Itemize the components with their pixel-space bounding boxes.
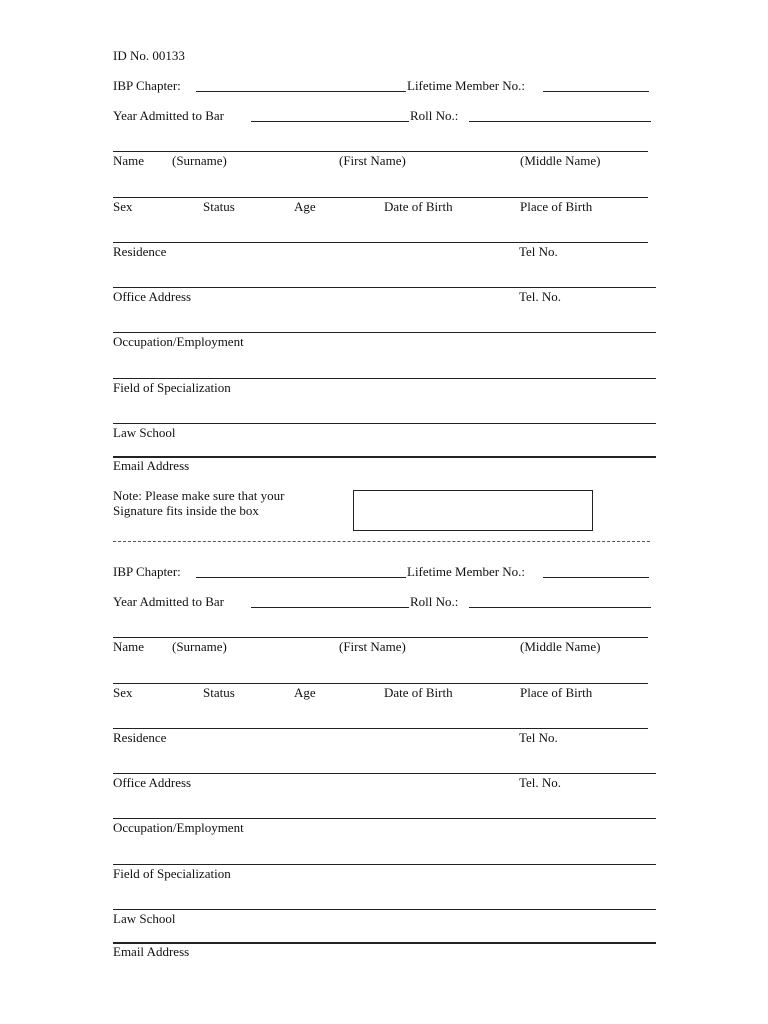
middle-name-label: (Middle Name) bbox=[520, 153, 601, 168]
law-school-field-line[interactable] bbox=[113, 909, 656, 910]
first-name-label: (First Name) bbox=[339, 639, 406, 654]
first-name-label: (First Name) bbox=[339, 153, 406, 168]
signature-box[interactable] bbox=[353, 490, 593, 531]
ibp-chapter-field[interactable] bbox=[196, 91, 406, 92]
age-label: Age bbox=[294, 685, 316, 700]
law-school-field-line[interactable] bbox=[113, 423, 656, 424]
email-field-line[interactable] bbox=[113, 942, 656, 944]
occupation-field-line[interactable] bbox=[113, 818, 656, 819]
office-address-label: Office Address bbox=[113, 775, 192, 790]
residence-label: Residence bbox=[113, 244, 167, 259]
occupation-label: Occupation/Employment bbox=[113, 820, 244, 835]
place-of-birth-label: Place of Birth bbox=[520, 685, 593, 700]
residence-tel-label: Tel No. bbox=[519, 244, 558, 259]
year-admitted-label: Year Admitted to Bar bbox=[113, 108, 224, 123]
age-label: Age bbox=[294, 199, 316, 214]
sex-label: Sex bbox=[113, 199, 133, 214]
ibp-chapter-field[interactable] bbox=[196, 577, 406, 578]
specialization-field-line[interactable] bbox=[113, 864, 656, 865]
name-label: Name bbox=[113, 639, 145, 654]
signature-note-line2: Signature fits inside the box bbox=[113, 503, 259, 518]
year-admitted-label: Year Admitted to Bar bbox=[113, 594, 224, 609]
residence-label: Residence bbox=[113, 730, 167, 745]
residence-tel-label: Tel No. bbox=[519, 730, 558, 745]
year-admitted-field[interactable] bbox=[251, 121, 409, 122]
email-label: Email Address bbox=[113, 458, 190, 473]
id-number: ID No. 00133 bbox=[113, 48, 185, 63]
status-label: Status bbox=[203, 685, 235, 700]
lifetime-member-field[interactable] bbox=[543, 91, 649, 92]
name-label: Name bbox=[113, 153, 145, 168]
residence-field-line[interactable] bbox=[113, 242, 648, 243]
status-label: Status bbox=[203, 199, 235, 214]
lifetime-member-field[interactable] bbox=[543, 577, 649, 578]
law-school-label: Law School bbox=[113, 425, 176, 440]
specialization-label: Field of Specialization bbox=[113, 380, 231, 395]
office-address-field-line[interactable] bbox=[113, 773, 656, 774]
specialization-field-line[interactable] bbox=[113, 378, 656, 379]
year-admitted-field[interactable] bbox=[251, 607, 409, 608]
lifetime-member-label: Lifetime Member No.: bbox=[407, 78, 526, 93]
surname-label: (Surname) bbox=[172, 639, 227, 654]
residence-field-line[interactable] bbox=[113, 728, 648, 729]
ibp-chapter-label: IBP Chapter: bbox=[113, 564, 181, 579]
name-field-line[interactable] bbox=[113, 151, 648, 152]
occupation-field-line[interactable] bbox=[113, 332, 656, 333]
office-address-field-line[interactable] bbox=[113, 287, 656, 288]
roll-no-field[interactable] bbox=[469, 607, 651, 608]
personal-info-line[interactable] bbox=[113, 197, 648, 198]
roll-no-label: Roll No.: bbox=[410, 594, 459, 609]
office-address-label: Office Address bbox=[113, 289, 192, 304]
office-tel-label: Tel. No. bbox=[519, 289, 562, 304]
lifetime-member-label: Lifetime Member No.: bbox=[407, 564, 526, 579]
office-tel-label: Tel. No. bbox=[519, 775, 562, 790]
law-school-label: Law School bbox=[113, 911, 176, 926]
date-of-birth-label: Date of Birth bbox=[384, 199, 453, 214]
sex-label: Sex bbox=[113, 685, 133, 700]
place-of-birth-label: Place of Birth bbox=[520, 199, 593, 214]
cut-line-divider bbox=[113, 541, 650, 542]
occupation-label: Occupation/Employment bbox=[113, 334, 244, 349]
name-field-line[interactable] bbox=[113, 637, 648, 638]
ibp-chapter-label: IBP Chapter: bbox=[113, 78, 181, 93]
email-field-line[interactable] bbox=[113, 456, 656, 458]
email-label: Email Address bbox=[113, 944, 190, 959]
surname-label: (Surname) bbox=[172, 153, 227, 168]
roll-no-field[interactable] bbox=[469, 121, 651, 122]
date-of-birth-label: Date of Birth bbox=[384, 685, 453, 700]
signature-note-line1: Note: Please make sure that your bbox=[113, 488, 285, 503]
personal-info-line[interactable] bbox=[113, 683, 648, 684]
middle-name-label: (Middle Name) bbox=[520, 639, 601, 654]
roll-no-label: Roll No.: bbox=[410, 108, 459, 123]
specialization-label: Field of Specialization bbox=[113, 866, 231, 881]
